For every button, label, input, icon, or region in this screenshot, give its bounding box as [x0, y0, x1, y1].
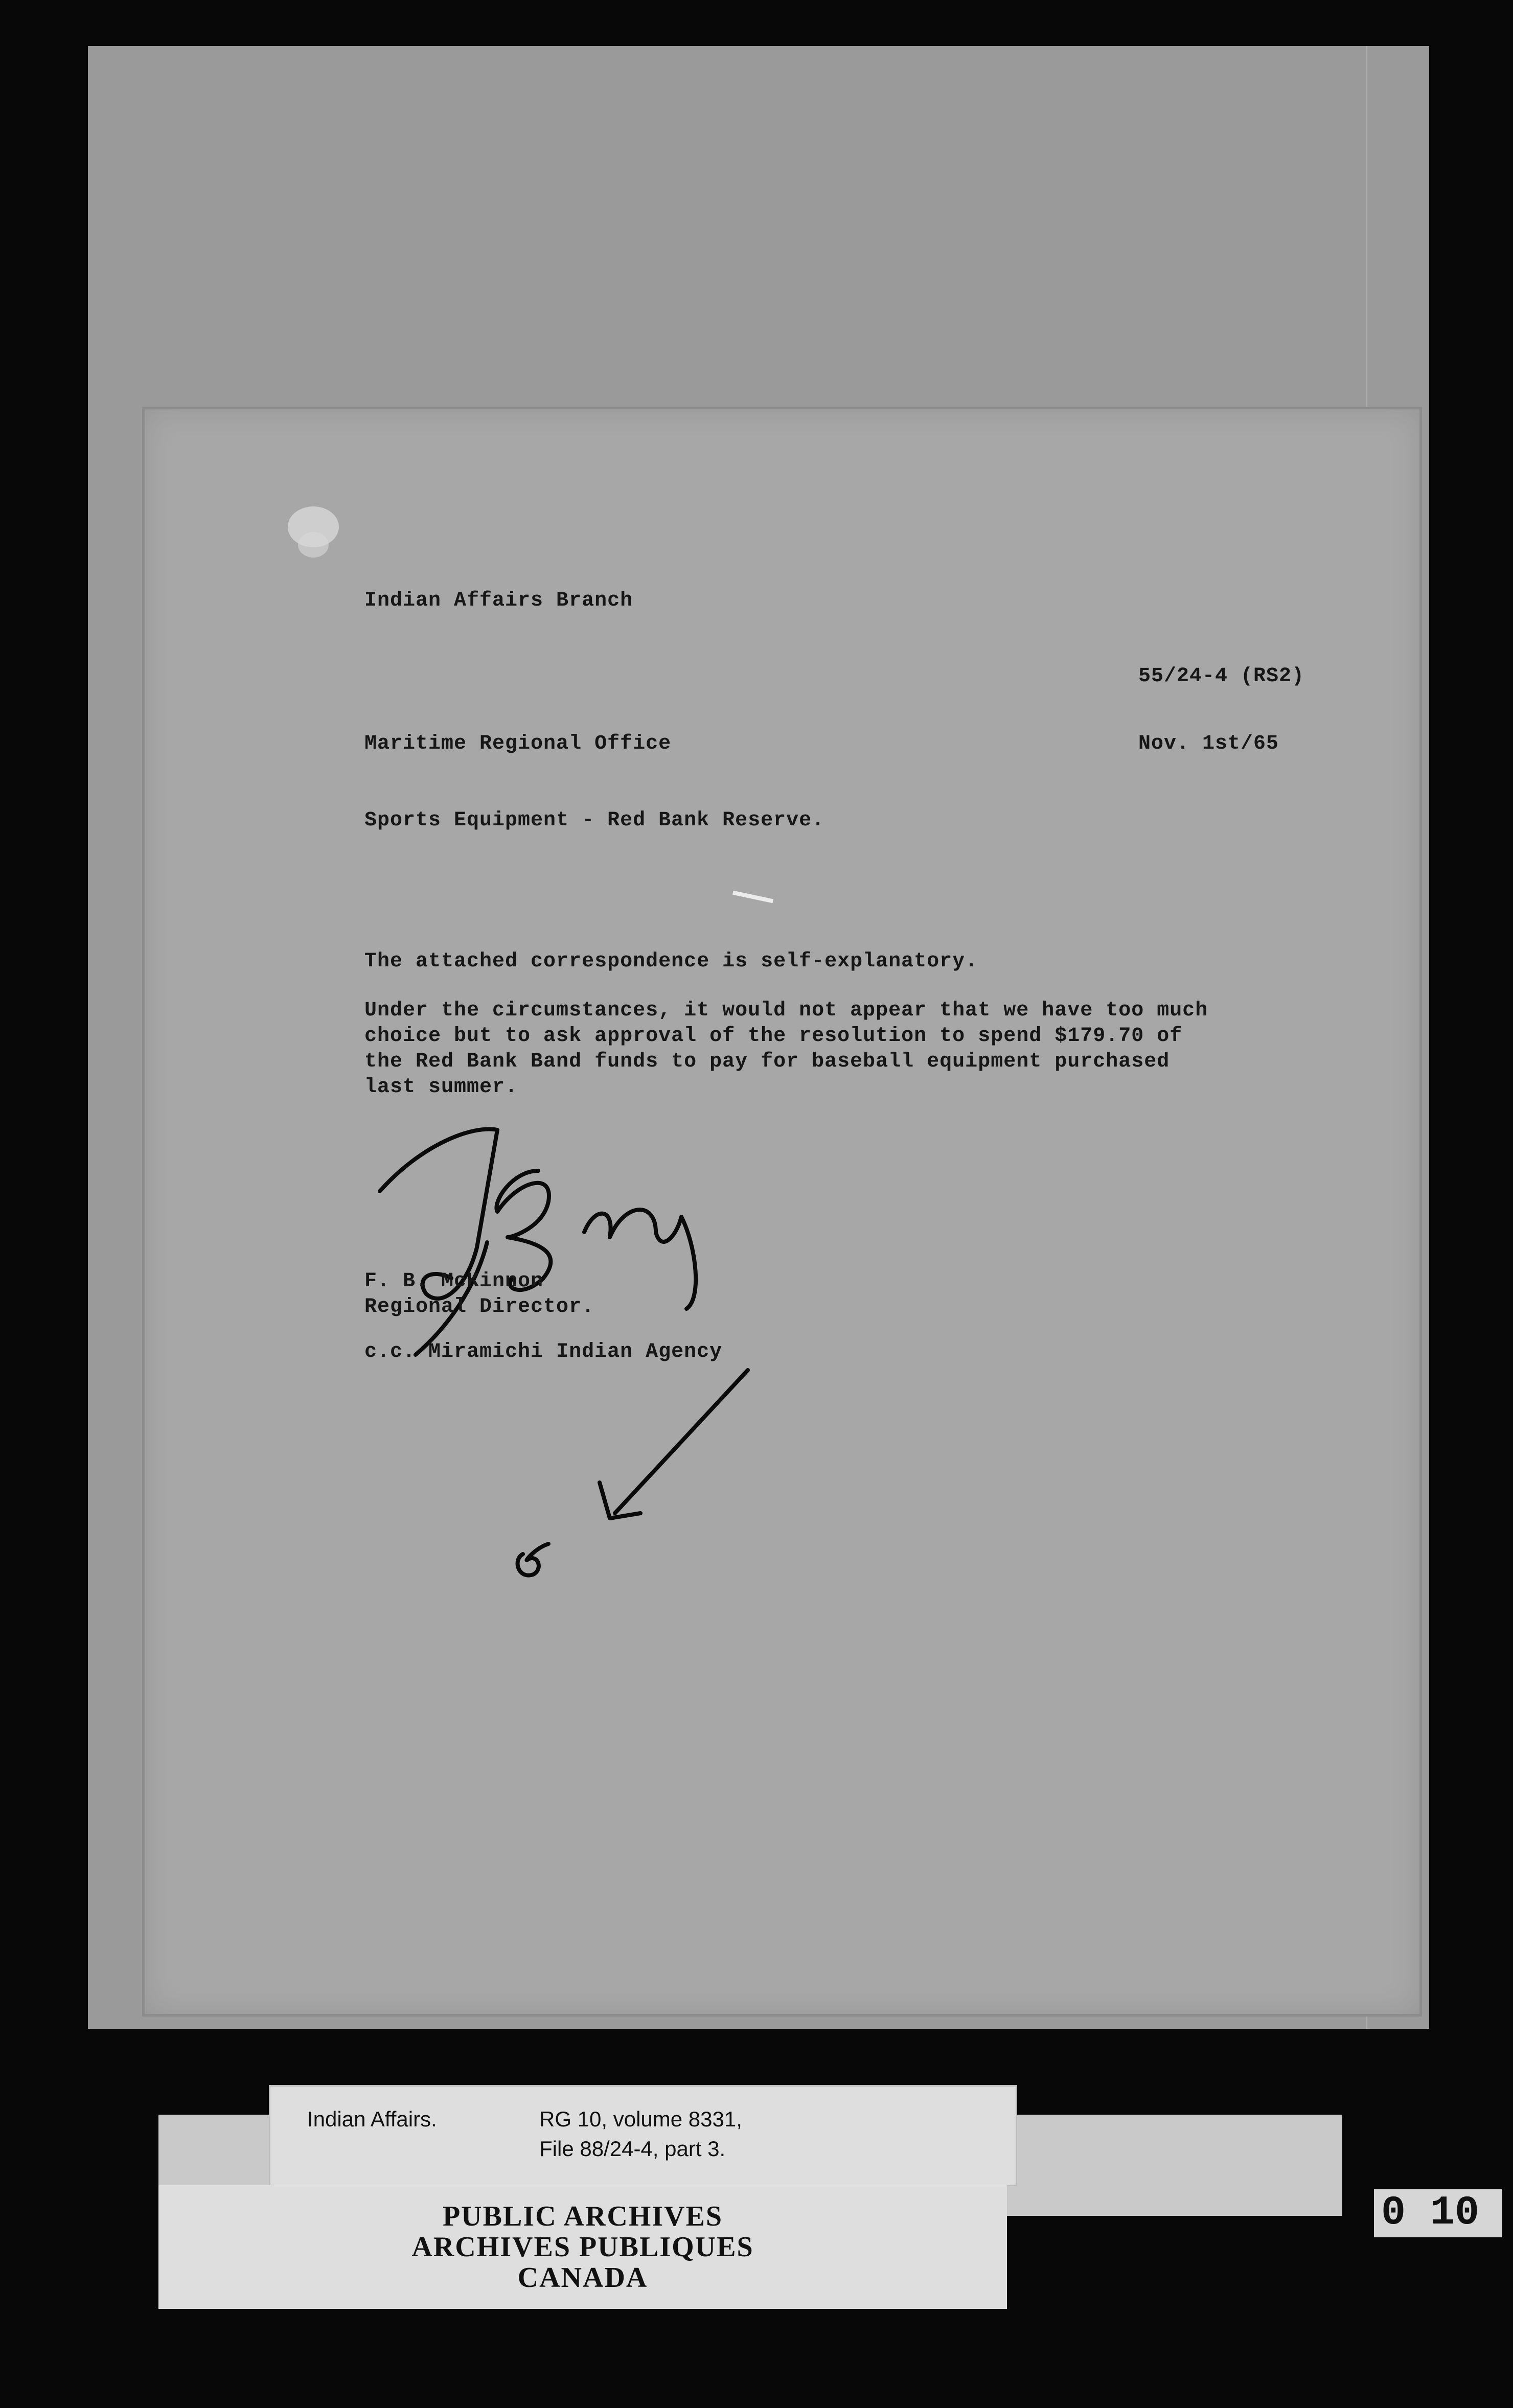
memo-page: [142, 407, 1422, 2017]
archive-stamp-line: PUBLIC ARCHIVES: [442, 2201, 723, 2232]
paper-mark: [732, 891, 773, 903]
body-paragraph: Under the circumstances, it would not appear that we have too much choice but to ask approval of the resolution to spend $179.70 of the Red Bank Band funds to pay for baseball equipment purchased last summer.: [364, 999, 1208, 1099]
from-office: Maritime Regional Office: [364, 732, 672, 755]
memo-date: Nov. 1st/65: [1138, 732, 1279, 755]
handwritten-arrow-mark: [554, 1360, 789, 1544]
archive-stamp-line: CANADA: [517, 2262, 648, 2294]
archive-stamp: [158, 2185, 1007, 2309]
archive-department: Indian Affairs.: [307, 2107, 437, 2131]
archive-reference-line: RG 10, volume 8331,: [539, 2107, 742, 2131]
archive-reference-card: [269, 2085, 1017, 2186]
signatory-title: Regional Director.: [364, 1295, 595, 1318]
archive-stamp-line: ARCHIVES PUBLIQUES: [411, 2231, 754, 2263]
body-paragraph-block: [364, 998, 1208, 1100]
handwritten-signature: [370, 1115, 830, 1360]
body-paragraph: The attached correspondence is self-explanatory.: [364, 950, 978, 973]
frame-number-text: 0 10: [1381, 2190, 1480, 2236]
file-reference: 55/24-4 (RS2): [1138, 665, 1305, 688]
paper-stain: [298, 532, 329, 558]
handwritten-check-mark: [502, 1534, 564, 1595]
memo-heading: Indian Affairs Branch: [364, 589, 633, 612]
cc-line: c.c. Miramichi Indian Agency: [364, 1340, 723, 1363]
memo-subject: Sports Equipment - Red Bank Reserve.: [364, 809, 825, 832]
signatory-name: F. B. McKinnon: [364, 1270, 544, 1293]
frame-number: [1374, 2189, 1502, 2237]
archive-reference-line: File 88/24-4, part 3.: [539, 2137, 726, 2161]
